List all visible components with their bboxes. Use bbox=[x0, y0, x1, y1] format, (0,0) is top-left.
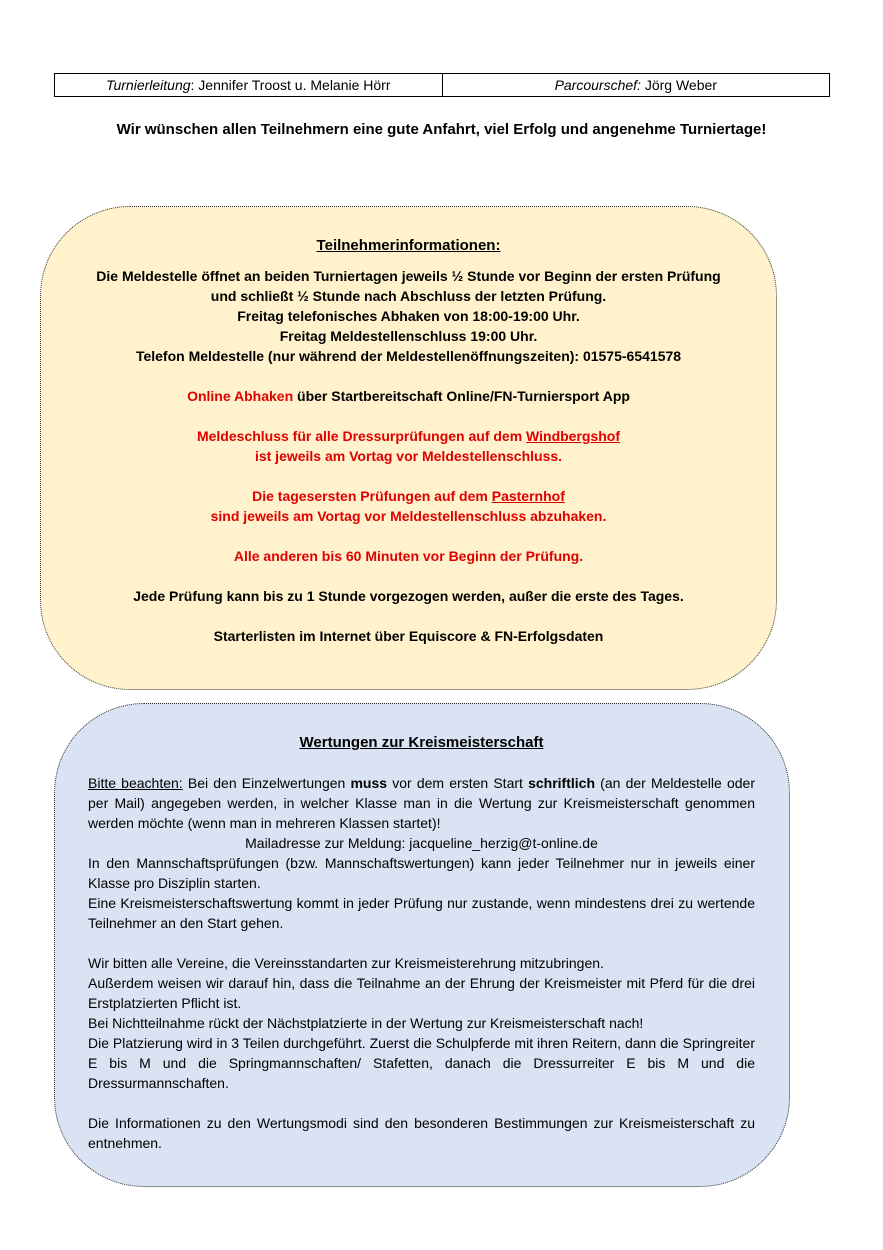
dressage-deadline-line-2: ist jeweils am Vortag vor Meldestellenschluss. bbox=[254, 448, 563, 464]
info-line: Die Meldestelle öffnet an beiden Turniertagen jeweils ½ Stunde vor Beginn der ersten Prüfung bbox=[96, 268, 721, 284]
championship-paragraph-1 bbox=[88, 773, 755, 833]
must-emphasis: muss bbox=[350, 775, 388, 791]
championship-paragraph-2: In den Mannschaftsprüfungen (bzw. Mannschaftswertungen) kann jeder Teilnehmer nur in jeweils einer Klasse pro Disziplin starten. bbox=[88, 855, 755, 891]
pasternhof-link: Pasternhof bbox=[491, 488, 565, 504]
info-line: Freitag telefonisches Abhaken von 18:00-19:00 Uhr. bbox=[237, 308, 580, 324]
online-check-label: Online Abhaken bbox=[187, 388, 294, 404]
championship-paragraph-7: Die Platzierung wird in 3 Teilen durchgeführt. Zuerst die Schulpferde mit ihren Reitern, dann die Springreiter E bis M und die Springmannschaften/ Stafetten, danach die Dressurreiter E bis M und die Dressurmannschaften. bbox=[88, 1035, 755, 1091]
championship-paragraph-5: Außerdem weisen wir darauf hin, dass die Teilnahme an der Ehrung der Kreismeister mit Pferd für die drei Erstplatzierten Pflicht ist. bbox=[88, 975, 755, 1011]
championship-paragraph-4: Wir bitten alle Vereine, die Vereinsstandarten zur Kreismeisterehrung mitzubringen. bbox=[88, 955, 604, 971]
first-tests-text: Die tagesersten Prüfungen auf dem bbox=[252, 488, 492, 504]
course-designer-label: Parcourschef: bbox=[554, 77, 641, 93]
p1-text-a: Bei den Einzelwertungen bbox=[182, 775, 351, 791]
championship-title: Wertungen zur Kreismeisterschaft bbox=[299, 734, 544, 751]
p1-text-c: (an der Meldestelle oder per Mail) angegeben werden, in welcher Klasse man in die Wertung zur Kreismeisterschaft genommen werden möchte (wenn man in mehreren Klassen startet)! bbox=[88, 775, 755, 831]
advance-line: Jede Prüfung kann bis zu 1 Stunde vorgezogen werden, außer die erste des Tages. bbox=[133, 588, 684, 604]
windbergshof-link: Windbergshof bbox=[526, 428, 621, 444]
participant-info-title: Teilnehmerinformationen: bbox=[316, 237, 501, 254]
first-tests-line bbox=[40, 486, 777, 506]
info-line: und schließt ½ Stunde nach Abschluss der letzten Prüfung. bbox=[210, 288, 607, 304]
p1-text-b: vor dem ersten Start bbox=[387, 775, 529, 791]
officials-table bbox=[54, 73, 830, 97]
participant-info-content bbox=[40, 236, 777, 646]
dressage-deadline-line bbox=[40, 426, 777, 446]
tournament-management-value: : Jennifer Troost u. Melanie Hörr bbox=[190, 77, 391, 93]
championship-paragraph-6: Bei Nichtteilnahme rückt der Nächstplatzierte in der Wertung zur Kreismeisterschaft nach! bbox=[88, 1015, 644, 1031]
note-label: Bitte beachten: bbox=[88, 775, 183, 791]
info-line: Telefon Meldestelle (nur während der Meldestellenöffnungszeiten): 01575-6541578 bbox=[135, 348, 682, 364]
course-designer-cell bbox=[442, 74, 830, 96]
course-designer-value: Jörg Weber bbox=[640, 77, 717, 93]
online-check-line bbox=[40, 386, 777, 406]
starterlists-line: Starterlisten im Internet über Equiscore & FN-Erfolgsdaten bbox=[213, 628, 604, 644]
others-deadline-line: Alle anderen bis 60 Minuten vor Beginn der Prüfung. bbox=[233, 548, 584, 564]
online-check-text: über Startbereitschaft Online/FN-Turniersport App bbox=[293, 388, 630, 404]
mail-address-line: Mailadresse zur Meldung: jacqueline_herzig@t-online.de bbox=[245, 835, 598, 851]
championship-paragraph-8: Die Informationen zu den Wertungsmodi sind den besonderen Bestimmungen zur Kreismeisterschaft zu entnehmen. bbox=[88, 1115, 755, 1151]
dressage-deadline-text: Meldeschluss für alle Dressurprüfungen auf dem bbox=[196, 428, 527, 444]
championship-paragraph-3: Eine Kreismeisterschaftswertung kommt in jeder Prüfung nur zustande, wenn mindestens drei zu wertende Teilnehmer an den Start gehen. bbox=[88, 895, 755, 931]
championship-content bbox=[88, 733, 755, 1153]
first-tests-line-2: sind jeweils am Vortag vor Meldestellenschluss abzuhaken. bbox=[210, 508, 607, 524]
written-emphasis: schriftlich bbox=[528, 775, 595, 791]
tournament-management-cell bbox=[55, 74, 442, 96]
info-line: Freitag Meldestellenschluss 19:00 Uhr. bbox=[279, 328, 538, 344]
greeting-text: Wir wünschen allen Teilnehmern eine gute Anfahrt, viel Erfolg und angenehme Turniertage! bbox=[116, 121, 767, 138]
tournament-management-label: Turnierleitung bbox=[105, 77, 191, 93]
